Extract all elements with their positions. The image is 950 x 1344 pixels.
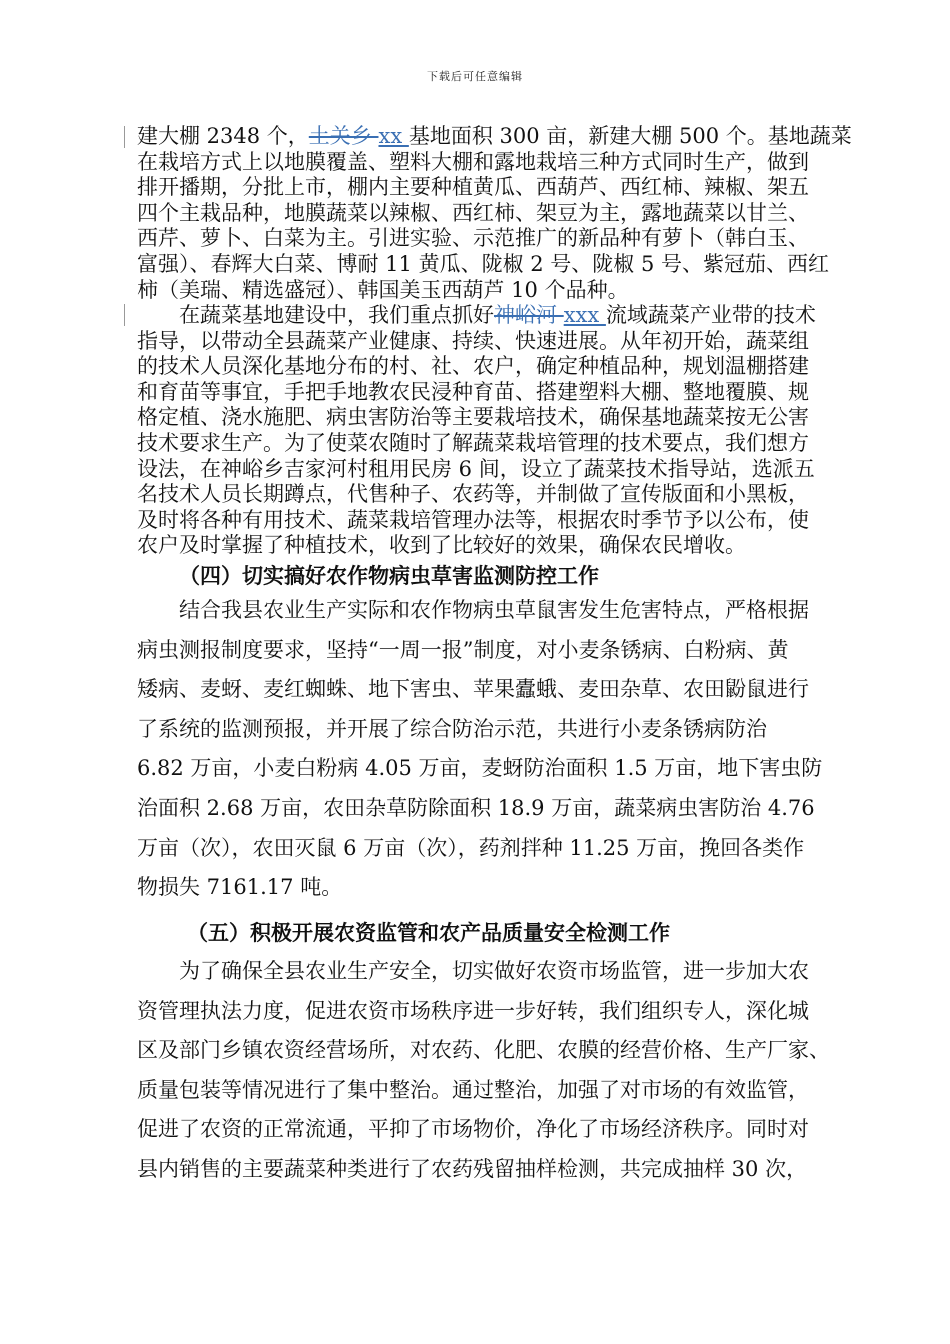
text-line: 四个主栽品种，地膜蔬菜以辣椒、西红柿、架豆为主，露地蔬菜以甘兰、 [137, 200, 809, 225]
tracked-insertion: xx [378, 124, 409, 148]
text-line: 万亩（次），农田灭鼠 6 万亩（次），药剂拌种 11.25 万亩，挽回各类作 [137, 835, 805, 860]
paragraph-vegetable-base [137, 124, 867, 303]
text-line: 富强）、春辉大白菜、博耐 11 黄瓜、陇椒 2 号、陇椒 5 号、紫冠茄、西红 [137, 251, 829, 276]
text-line: 矮病、麦蚜、麦红蜘蛛、地下害虫、苹果蠹蛾、麦田杂草、农田鼢鼠进行 [137, 677, 809, 702]
text-line: 的技术人员深化基地分布的村、社、农户，确定种植品种，规划温棚搭建 [137, 354, 809, 379]
text-line: 农户及时掌握了种植技术，收到了比较好的效果，确保农民增收。 [137, 533, 746, 558]
text-line: 6.82 万亩，小麦白粉病 4.05 万亩，麦蚜防治面积 1.5 万亩，地下害虫防 [137, 756, 823, 781]
tracked-insertion: xxx [563, 303, 606, 327]
revision-bar [124, 126, 125, 148]
tracked-deletion: 土关乡 [308, 124, 379, 148]
section-heading-5: （五）积极开展农资监管和农产品质量安全检测工作 [187, 920, 670, 945]
text-line [137, 303, 867, 329]
text-line: 设法，在神峪乡吉家河村租用民房 6 间，设立了蔬菜技术指导站，选派五 [137, 456, 815, 481]
paragraph-base-construction [137, 303, 867, 559]
text-line: 柿（美瑞、精选盛冠）、韩国美玉西葫芦 10 个品种。 [137, 277, 629, 302]
text-line: 指导，以带动全县蔬菜产业健康、持续、快速进展。从年初开始，蔬菜组 [137, 328, 809, 353]
text-line: 名技术人员长期蹲点，代售种子、农药等，并制做了宣传版面和小黑板， [137, 482, 809, 507]
text-line: 及时将各种有用技术、蔬菜栽培管理办法等，根据农时季节予以公布，使 [137, 507, 809, 532]
revision-bar [124, 304, 125, 326]
tracked-deletion: 神峪河 [494, 303, 564, 327]
text-segment: 基地面积 300 亩，新建大棚 500 个。基地蔬菜 [408, 124, 852, 148]
text-segment: 流域蔬菜产业带的技术 [605, 303, 816, 327]
text-line: 了系统的监测预报，并开展了综合防治示范，共进行小麦条锈病防治 [137, 716, 767, 741]
text-line: 资管理执法力度，促进农资市场秩序进一步好转，我们组织专人，深化城 [137, 998, 809, 1023]
text-line: 在栽培方式上以地膜覆盖、塑料大棚和露地栽培三种方式同时生产，做到 [137, 149, 809, 174]
text-line: 排开播期，分批上市，棚内主要种植黄瓜、西葫芦、西红柿、辣椒、架五 [137, 175, 809, 200]
text-line: 技术要求生产。为了使菜农随时了解蔬菜栽培管理的技术要点，我们想方 [137, 430, 809, 455]
text-line: 为了确保全县农业生产安全，切实做好农资市场监管，进一步加大农 [179, 959, 809, 983]
text-line: 格定植、浇水施肥、病虫害防治等主要栽培技术，确保基地蔬菜按无公害 [137, 405, 809, 430]
text-line: 促进了农资的正常流通，平抑了市场物价，净化了市场经济秩序。同时对 [137, 1117, 809, 1142]
text-line: 结合我县农业生产实际和农作物病虫草鼠害发生危害特点，严格根据 [179, 598, 809, 622]
text-line: 区及部门乡镇农资经营场所，对农药、化肥、农膜的经营价格、生产厂家、 [137, 1038, 830, 1063]
text-line: 质量包装等情况进行了集中整治。通过整治，加强了对市场的有效监管， [137, 1077, 809, 1102]
text-segment: 建大棚 2348 个， [137, 124, 309, 148]
text-line: 和育苗等事宜，手把手地教农民浸种育苗、搭建塑料大棚、整地覆膜、规 [137, 379, 809, 404]
text-line: 治面积 2.68 万亩，农田杂草防除面积 18.9 万亩，蔬菜病虫害防治 4.76 [137, 795, 815, 820]
paragraph-agri-supervision [137, 952, 867, 1190]
text-line [137, 124, 867, 150]
text-segment: 在蔬菜基地建设中，我们重点抓好 [179, 303, 494, 327]
text-line: 物损失 7161.17 吨。 [137, 875, 343, 900]
text-line: 病虫测报制度要求，坚持“一周一报”制度，对小麦条锈病、白粉病、黄 [137, 637, 789, 662]
paragraph-pest-monitoring [137, 591, 867, 908]
page-header: 下载后可任意编辑 [427, 70, 523, 83]
text-line: 西芹、萝卜、白菜为主。引进实验、示范推广的新品种有萝卜（韩白玉、 [137, 226, 809, 251]
text-line: 县内销售的主要蔬菜种类进行了农药残留抽样检测，共完成抽样 30 次， [137, 1156, 808, 1181]
section-heading-4: （四）切实搞好农作物病虫草害监测防控工作 [179, 563, 599, 588]
